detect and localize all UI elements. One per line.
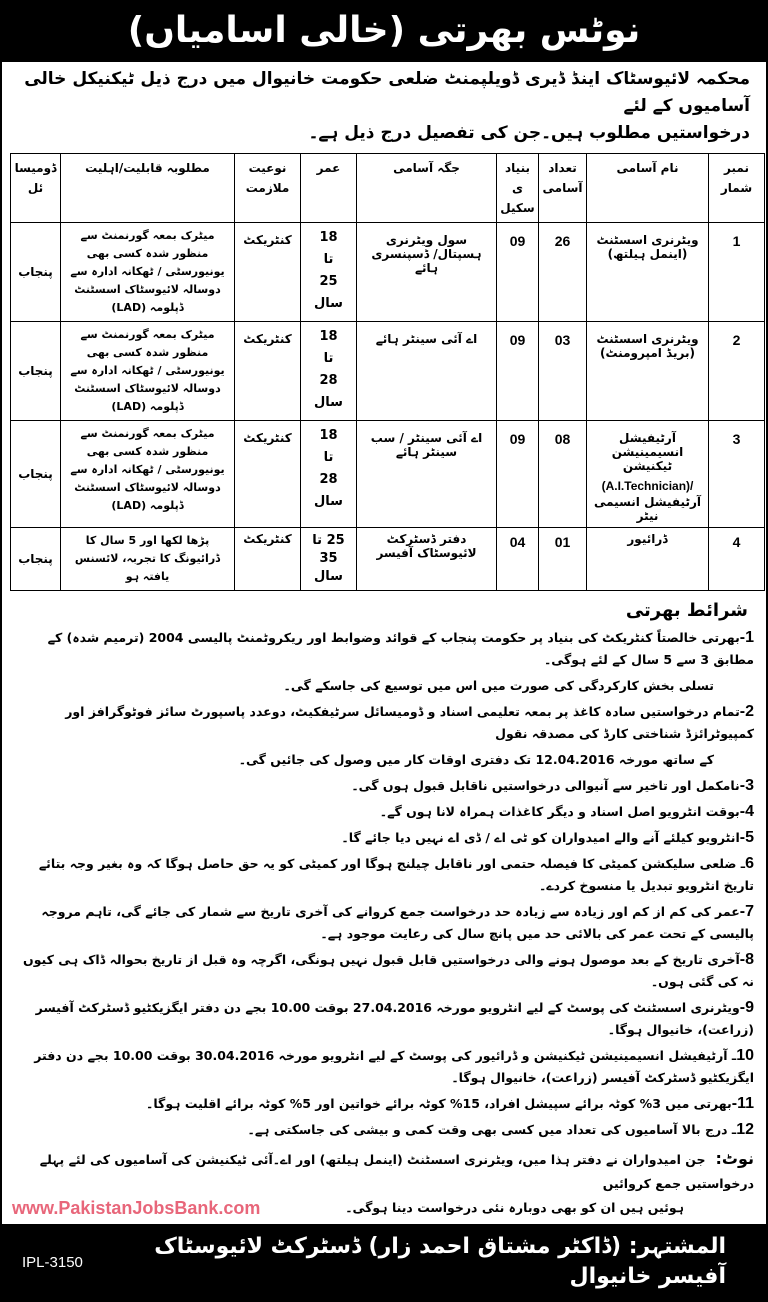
condition-text: انٹرویو کیلئے آنے والے امیدواران کو ٹی اے / ڈی اے نہیں دیا جائے گا۔: [341, 830, 740, 845]
age-min: 25 تا: [312, 533, 345, 548]
note: [2, 1143, 766, 1224]
post-name: ویٹرنری اسسٹنٹ: [596, 332, 699, 346]
cell-domicile: پنجاب: [11, 421, 61, 528]
conditions-list: [2, 625, 766, 1143]
cell-qualification: پڑھا لکھا اور 5 سال کا ڈرائیونگ کا تجربہ، لائسنس یافتہ ہو: [61, 528, 235, 591]
cell-scale: 09: [497, 223, 539, 322]
cell-scale: 09: [497, 421, 539, 528]
vacancies-table: [10, 153, 765, 591]
condition-number: 4-: [739, 803, 754, 820]
cell-sno: 4: [709, 528, 765, 591]
condition-text: نامکمل اور تاخیر سے آنیوالی درخواستیں ناقابل قبول ہوں گی۔: [351, 778, 740, 793]
age-min: 18: [319, 230, 338, 245]
age-to: تا: [323, 252, 334, 267]
condition-text: ـ ضلعی سلیکشن کمیٹی کا فیصلہ حتمی اور ناقابل چیلنج ہوگا اور کمیٹی کو یہ حق حاصل ہوگا کہ وہ بغیر وجہ بتائے تاریخ انٹرویو تبدیل یا منسوخ کردے۔: [38, 856, 754, 893]
age-max: 25 سال: [314, 274, 343, 311]
col-qualification: مطلوبہ قابلیت/اہلیت: [61, 154, 235, 223]
col-domicile: ڈومیسائل: [11, 154, 61, 223]
watermark: www.PakistanJobsBank.com: [12, 1198, 261, 1218]
condition-text: ـ درج بالا آسامیوں کی تعداد میں کسی بھی وقت کمی و بیشی کی جاسکتی ہے۔: [247, 1122, 737, 1137]
condition-text: بھرتی خالصتاً کنٹریکٹ کی بنیاد پر حکومت پنجاب کے قوائد وضوابط اور ریکروٹمنٹ پالیسی 2004 (ترمیم شدہ) کے مطابق 3 سے 5 سال کے لئے ہوگی۔: [47, 630, 754, 667]
col-age: عمر: [301, 154, 357, 223]
intro-line-2: درخواستیں مطلوب ہیں۔جن کی تفصیل درج ذیل ہے۔: [308, 123, 750, 143]
condition-number: 8-: [739, 951, 754, 968]
age-max: 28 سال: [314, 373, 343, 410]
table-row: [11, 421, 765, 528]
table-row: [11, 322, 765, 421]
table-row: [11, 528, 765, 591]
cell-age: [301, 322, 357, 421]
condition-number: 2-: [739, 703, 754, 720]
condition-text: بوقت انٹرویو اصل اسناد و دیگر کاغذات ہمراہ لانا ہوں گے۔: [379, 804, 740, 819]
ad-title: نوٹس بھرتی (خالی اسامیاں): [2, 0, 766, 62]
condition-text: تسلی بخش کارکردگی کی صورت میں اس میں توسیع کی جاسکے گی۔: [283, 678, 714, 693]
col-type: نوعیت ملازمت: [235, 154, 301, 223]
condition-number: 1-: [739, 629, 754, 646]
cell-post: [587, 322, 709, 421]
cell-sno: 2: [709, 322, 765, 421]
condition-item: [12, 747, 754, 773]
condition-item: [12, 1117, 754, 1143]
cell-age: [301, 528, 357, 591]
cell-qualification: میٹرک بمعہ گورنمنٹ سے منظور شدہ کسی بھی یونیورسٹی / ٹھکانہ ادارہ سے دوسالہ لائیوسٹاک اسسٹنٹ ڈپلومہ (LAD): [61, 223, 235, 322]
note-line-2: ہوئیں ہیں ان کو بھی دوبارہ نئی درخواست دینا ہوگی۔: [345, 1200, 684, 1215]
cell-type: کنٹریکٹ: [235, 421, 301, 528]
condition-item: [12, 699, 754, 747]
col-count: تعداد آسامی: [539, 154, 587, 223]
cell-place: اے آئی سینٹر / سب سینٹر ہائے: [357, 421, 497, 528]
cell-domicile: پنجاب: [11, 322, 61, 421]
cell-domicile: پنجاب: [11, 223, 61, 322]
condition-text: ـ آرٹیفیشل انسیمینیشن ٹیکنیشن و ڈرائیور کی پوسٹ کے لیے انٹرویو مورخہ 30.04.2016 بوقت 10.00 بجے دن دفتر ایگزیکٹیو ڈسٹرکٹ آفیسر (زراعت)، خانیوال ہوگا۔: [34, 1048, 754, 1085]
ad-code: IPL-3150: [22, 1253, 83, 1271]
cell-domicile: پنجاب: [11, 528, 61, 591]
cell-sno: 3: [709, 421, 765, 528]
table-row: [11, 223, 765, 322]
condition-text: کے ساتھ مورخہ 12.04.2016 تک دفتری اوقات کار میں وصول کی جائیں گی۔: [238, 752, 714, 767]
condition-item: [12, 995, 754, 1043]
note-line-1: جن امیدواران نے دفتر ہذا میں، ویٹرنری اسسٹنٹ (اینمل ہیلتھ) اور اے۔آئی ٹیکنیشن کی آسامیوں کی لئے پہلے درخواستیں جمع کروائیں: [39, 1152, 754, 1191]
intro-line-1: محکمہ لائیوسٹاک اینڈ ڈیری ڈویلپمنٹ ضلعی حکومت خانیوال میں درج ذیل ٹیکنیکل خالی آسامیوں کے لئے: [24, 69, 750, 116]
post-sub: (بریڈ امپرومنٹ): [600, 346, 695, 360]
cell-type: کنٹریکٹ: [235, 322, 301, 421]
post-sub: آرٹیفیشل انسیمی نیٹر: [594, 495, 701, 523]
condition-number: 6: [745, 855, 754, 872]
cell-count: 01: [539, 528, 587, 591]
cell-post: [587, 223, 709, 322]
cell-place: اے آئی سینٹر ہائے: [357, 322, 497, 421]
condition-item: [12, 773, 754, 799]
post-english: (A.I.Technician)/: [601, 479, 694, 493]
age-min: 18: [319, 329, 338, 344]
age-to: تا: [323, 351, 334, 366]
cell-age: [301, 223, 357, 322]
condition-number: 5-: [739, 829, 754, 846]
cell-place: سول ویٹرنری ہسپتال/ ڈسپنسری ہائے: [357, 223, 497, 322]
cell-sno: 1: [709, 223, 765, 322]
cell-count: 03: [539, 322, 587, 421]
age-min: 18: [319, 428, 338, 443]
advertiser: المشتہر: (ڈاکٹر مشتاق احمد زار) ڈسٹرکٹ لائیوسٹاک آفیسر خانیوال: [154, 1234, 726, 1289]
condition-item: [12, 673, 754, 699]
col-scale: بنیادی سکیل: [497, 154, 539, 223]
condition-item: [12, 825, 754, 851]
cell-count: 08: [539, 421, 587, 528]
footer-bar: [2, 1224, 766, 1300]
cell-place: دفتر ڈسٹرکٹ لائیوسٹاک آفیسر: [357, 528, 497, 591]
condition-item: [12, 1091, 754, 1117]
cell-qualification: میٹرک بمعہ گورنمنٹ سے منظور شدہ کسی بھی یونیورسٹی / ٹھکانہ ادارہ سے دوسالہ لائیوسٹاک اسسٹنٹ ڈپلومہ (LAD): [61, 421, 235, 528]
age-max: 28 سال: [314, 472, 343, 509]
condition-item: [12, 625, 754, 673]
age-to: تا: [323, 450, 334, 465]
condition-number: 9-: [739, 999, 754, 1016]
cell-type: کنٹریکٹ: [235, 223, 301, 322]
table-header-row: [11, 154, 765, 223]
condition-number: 12: [736, 1121, 754, 1138]
condition-item: [12, 899, 754, 947]
post-name: آرٹیفیشل انسیمینیشن ٹیکنیشن: [611, 431, 684, 473]
col-post: نام آسامی: [587, 154, 709, 223]
condition-text: ویٹرنری اسسٹنٹ کی پوسٹ کے لیے انٹرویو مورخہ 27.04.2016 بوقت 10.00 بجے دن دفتر ایگزیکٹیو ڈسٹرکٹ آفیسر (زراعت)، خانیوال ہوگا۔: [35, 1000, 754, 1037]
col-place: جگہ آسامی: [357, 154, 497, 223]
condition-number: 11-: [731, 1095, 754, 1112]
condition-number: 7-: [739, 903, 754, 920]
cell-count: 26: [539, 223, 587, 322]
condition-number: 3-: [739, 777, 754, 794]
condition-text: تمام درخواستیں سادہ کاغذ پر بمعہ تعلیمی اسناد و ڈومیسائل سرٹیفکیٹ، دوعدد پاسپورٹ سائز فوٹوگرافز اور کمپیوٹرائزڈ شناختی کارڈ کی مصدقہ نقول: [65, 704, 754, 741]
note-row-2: [12, 1196, 754, 1220]
cell-post: ڈرائیور: [587, 528, 709, 591]
condition-text: عمر کی کم از کم اور زیادہ سے زیادہ حد درخواست جمع کروانے کی آخری تاریخ سے شمار کی جائے گی، تاہم مروجہ پالیسی کے تحت عمر کی بالائی حد میں پانچ سال کی رعایت موجود ہے۔: [41, 904, 754, 941]
conditions-title: شرائط بھرتی: [625, 600, 748, 621]
post-name: ویٹرنری اسسٹنٹ: [596, 233, 699, 247]
cell-post: [587, 421, 709, 528]
intro-text: [2, 62, 766, 153]
cell-type: کنٹریکٹ: [235, 528, 301, 591]
cell-age: [301, 421, 357, 528]
note-label: نوٹ:: [715, 1149, 754, 1168]
condition-text: بھرتی میں 3% کوٹہ برائے سپیشل افراد، 15% کوٹہ برائے خواتین اور 5% کوٹہ برائے اقلیت ہوگا۔: [146, 1096, 732, 1111]
condition-item: [12, 947, 754, 995]
cell-qualification: میٹرک بمعہ گورنمنٹ سے منظور شدہ کسی بھی یونیورسٹی / ٹھکانہ ادارہ سے دوسالہ لائیوسٹاک اسسٹنٹ ڈپلومہ (LAD): [61, 322, 235, 421]
cell-scale: 09: [497, 322, 539, 421]
condition-item: [12, 799, 754, 825]
col-sno: نمبر شمار: [709, 154, 765, 223]
age-max: 35 سال: [314, 551, 343, 584]
cell-scale: 04: [497, 528, 539, 591]
condition-number: 10: [736, 1047, 754, 1064]
condition-item: [12, 1043, 754, 1091]
condition-text: آخری تاریخ کے بعد موصول ہونے والی درخواستیں قابل قبول نہیں ہونگی، اگرچہ وہ قبل از تاریخ بحوالہ ڈاک ہی کیوں نہ کی گئی ہوں۔: [23, 952, 754, 989]
condition-item: [12, 851, 754, 899]
post-sub: (اینمل ہیلتھ): [607, 247, 688, 261]
